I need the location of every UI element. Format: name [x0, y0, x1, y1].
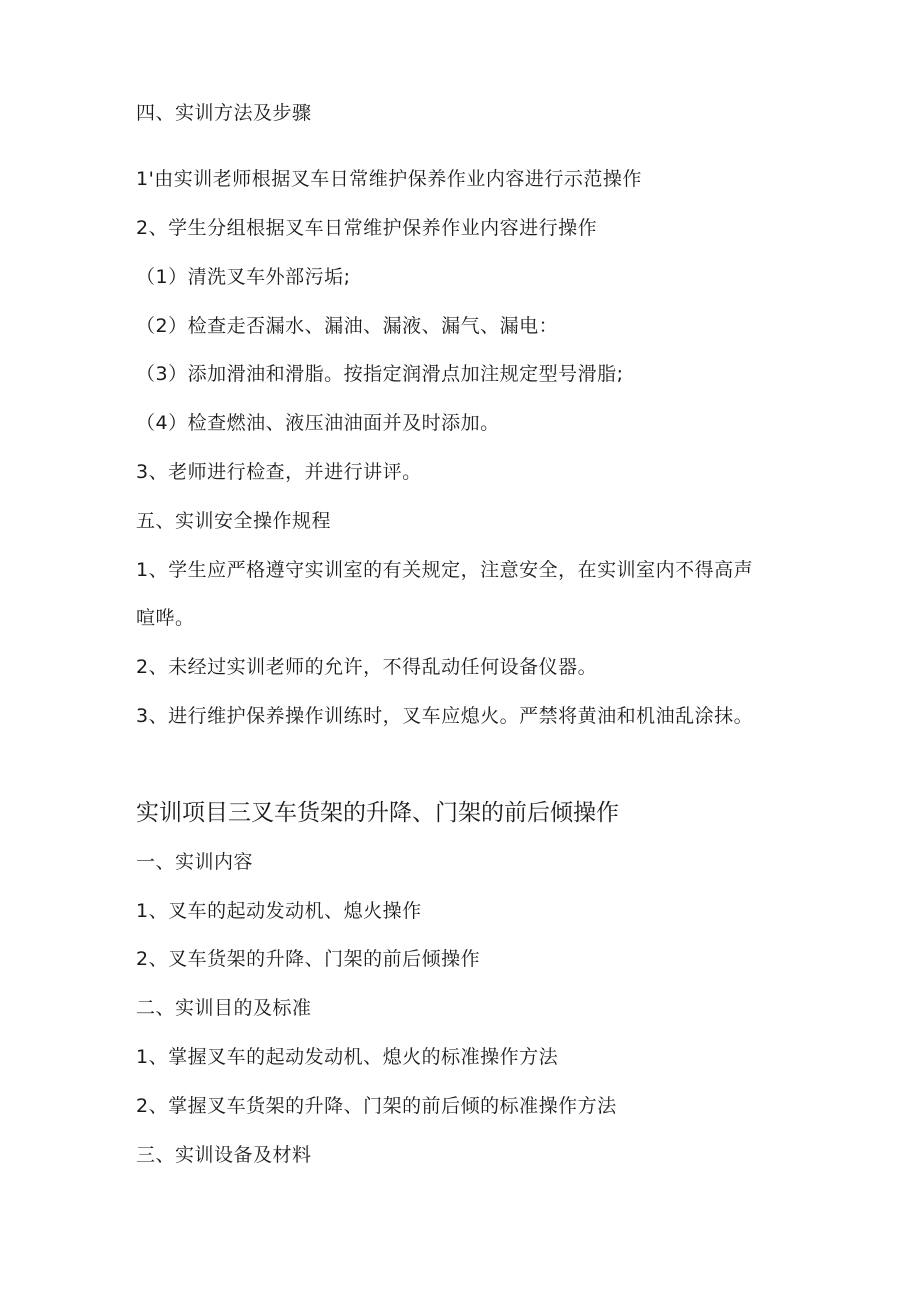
project3-content-item-2: 2、叉车货架的升降、门架的前后倾操作 [136, 948, 481, 970]
project3-content-heading: 一、实训内容 [136, 851, 254, 873]
project3-title: 实训项目三叉车货架的升降、门架的前后倾操作 [136, 800, 619, 826]
section4-subitem-3: （3）添加滑油和滑脂。按指定润滑点加注规定型号滑脂; [136, 363, 624, 385]
section4-item-3: 3、老师进行检查，并进行讲评。 [136, 461, 422, 483]
project3-goal-item-1: 1、掌握叉车的起动发动机、熄火的标准操作方法 [136, 1046, 559, 1068]
section5-item-1-line-2: 喧哗。 [136, 607, 195, 629]
project3-goal-item-2: 2、掌握叉车货架的升降、门架的前后倾的标准操作方法 [136, 1095, 617, 1117]
section5-item-3: 3、进行维护保养操作训练时，叉车应熄火。严禁将黄油和机油乱涂抹。 [136, 705, 754, 727]
section5-item-2: 2、未经过实训老师的允许，不得乱动任何设备仪器。 [136, 656, 598, 678]
section4-subitem-4: （4）检查燃油、液压油油面并及时添加。 [136, 412, 500, 434]
section4-item-2: 2、学生分组根据叉车日常维护保养作业内容进行操作 [136, 217, 598, 239]
section4-item-1: 1'由实训老师根据叉车日常维护保养作业内容进行示范操作 [136, 168, 642, 190]
project3-content-item-1: 1、叉车的起动发动机、熄火操作 [136, 900, 422, 922]
section4-subitem-1: （1）清洗叉车外部污垢; [136, 266, 351, 288]
project3-equipment-heading: 三、实训设备及材料 [136, 1144, 312, 1166]
section5-item-1-line-1: 1、学生应严格遵守实训室的有关规定，注意安全，在实训室内不得高声 [136, 559, 754, 581]
section4-heading: 四、实训方法及步骤 [136, 102, 312, 124]
project3-goal-heading: 二、实训目的及标准 [136, 997, 312, 1019]
section5-heading: 五、实训安全操作规程 [136, 510, 332, 532]
section4-subitem-2: （2）检查走否漏水、漏油、漏液、漏气、漏电： [136, 315, 559, 337]
